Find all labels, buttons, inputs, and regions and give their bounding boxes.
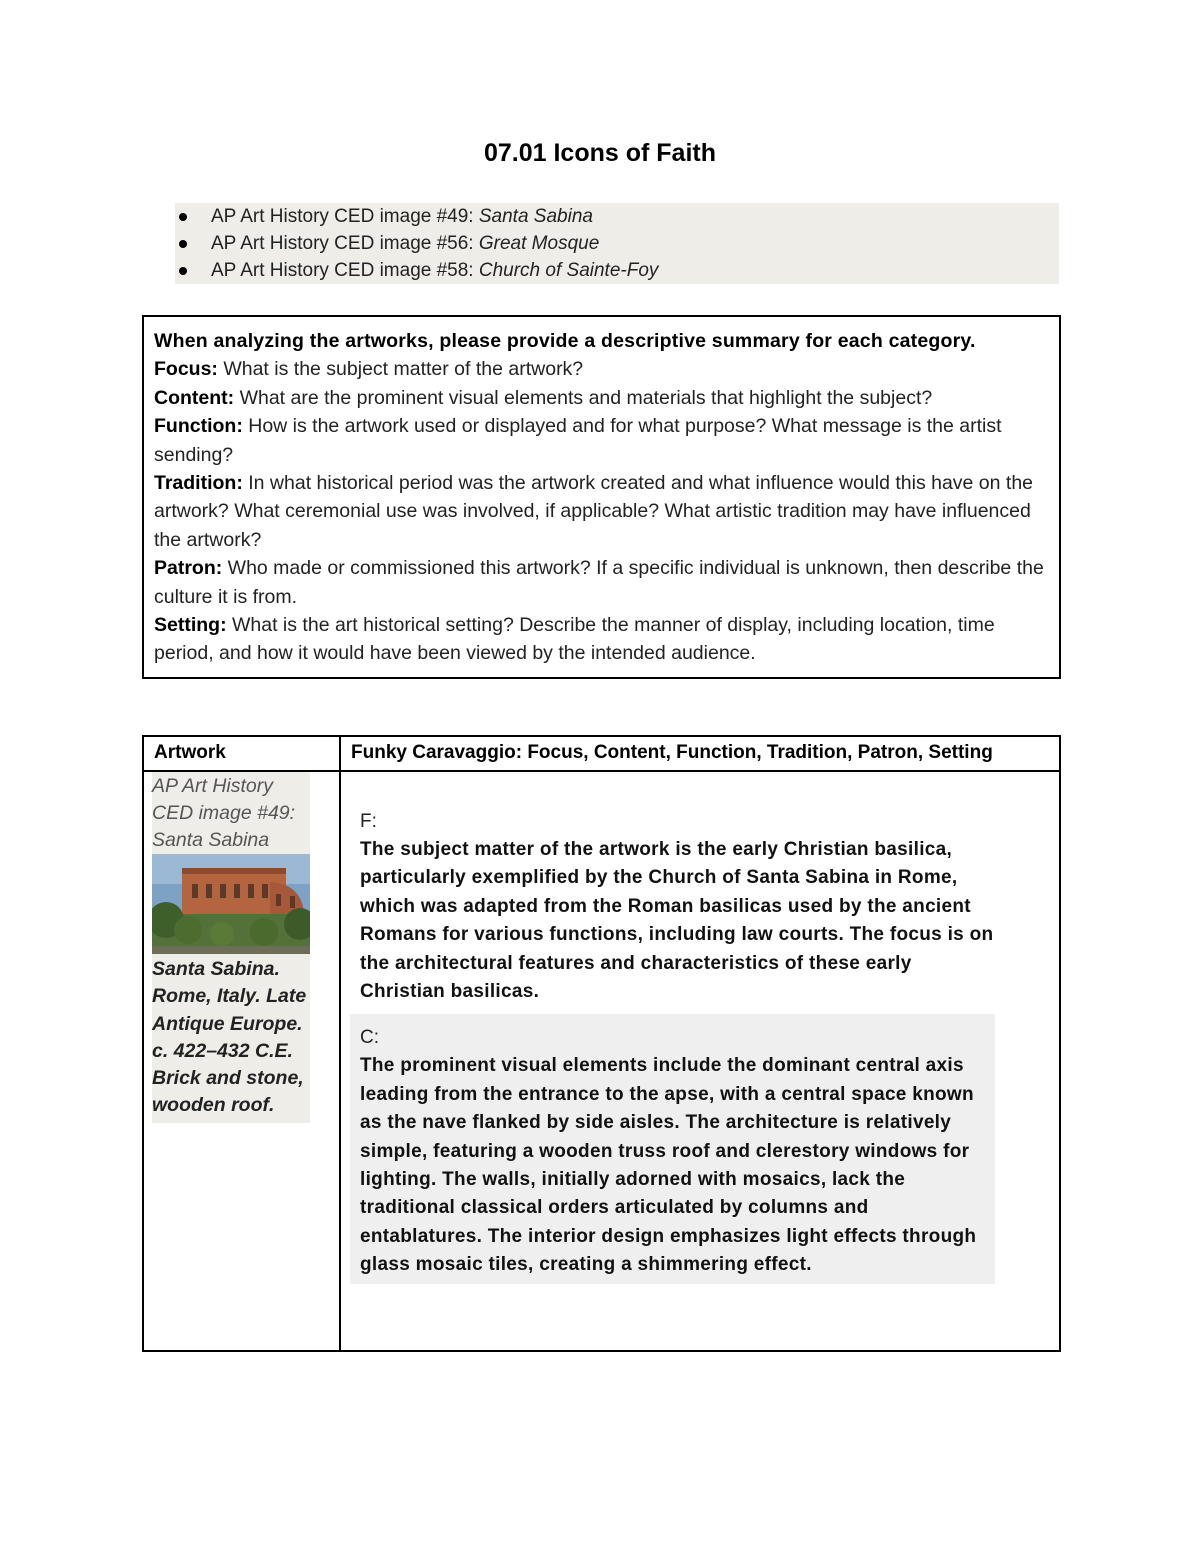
setting-text: What is the art historical setting? Describe the manner of display, including location, time period, and how it would have been viewed by the intended audience.	[154, 614, 995, 665]
setting-label: Setting:	[154, 614, 227, 637]
artwork-list	[175, 203, 1059, 284]
content-text: What are the prominent visual elements and materials that highlight the subject?	[234, 386, 933, 409]
function-label: Function:	[154, 415, 243, 438]
patron-label: Patron:	[154, 557, 223, 580]
list-item	[175, 257, 1059, 284]
tradition-instruction	[154, 469, 1049, 554]
santa-sabina-photo	[152, 854, 310, 954]
artwork-caption: Santa Sabina. Rome, Italy. Late Antique Europe. c. 422–432 C.E. Brick and stone, wooden roof.	[152, 958, 307, 1117]
list-item-prefix: AP Art History CED image #58:	[211, 260, 479, 281]
list-item	[175, 203, 1059, 230]
focus-section-text: The subject matter of the artwork is the early Christian basilica, particularly exemplified by the Church of Santa Sabina in Rome, which was adapted from the Roman basilicas used by the ancient Romans for various functions, including law courts. The focus is on the architectural features and characteristics of these early Christian basilicas.	[360, 839, 994, 1003]
setting-instruction	[154, 611, 1049, 668]
tradition-text: In what historical period was the artwork created and what influence would this have on the artwork? What ceremonial use was involved, if applicable? What artistic tradition may have influenced the artwork?	[154, 472, 1034, 551]
header-artwork: Artwork	[143, 736, 340, 771]
focus-instruction	[154, 355, 1049, 383]
tradition-label: Tradition:	[154, 472, 243, 495]
table-header-row	[143, 736, 1060, 771]
page-title: 07.01 Icons of Faith	[483, 139, 716, 167]
artwork-cell	[143, 771, 340, 1351]
focus-text: What is the subject matter of the artwork?	[217, 358, 584, 381]
artwork-heading: AP Art History CED image #49: Santa Sabina	[152, 775, 296, 851]
list-item-prefix: AP Art History CED image #49:	[211, 206, 479, 227]
list-item-name: Church of Sainte-Foy	[478, 260, 659, 281]
analysis-table	[142, 735, 1061, 1352]
bullet-icon	[179, 240, 187, 248]
analysis-cell	[340, 771, 1060, 1351]
header-analysis: Funky Caravaggio: Focus, Content, Function, Tradition, Patron, Setting	[340, 736, 1060, 771]
list-item	[175, 230, 1059, 257]
focus-section	[350, 808, 995, 1006]
bullet-icon	[179, 267, 187, 275]
artwork-panel	[152, 772, 310, 1123]
list-item-prefix: AP Art History CED image #56:	[211, 233, 479, 254]
function-instruction	[154, 412, 1049, 469]
content-section-text: The prominent visual elements include the dominant central axis leading from the entrance to the apse, with a central space known as the nave flanked by side aisles. The architecture is relatively simple, featuring a wooden truss roof and clerestory windows for lighting. The walls, initially adorned with mosaics, lack the traditional classical orders articulated by columns and entablatures. The interior design emphasizes light effects through glass mosaic tiles, creating a shimmering effect.	[360, 1055, 977, 1276]
patron-instruction	[154, 554, 1049, 611]
content-section-label: C:	[360, 1027, 379, 1049]
instructions-lead: When analyzing the artworks, please provide a descriptive summary for each category.	[154, 330, 976, 352]
bullet-icon	[179, 213, 187, 221]
list-item-name: Santa Sabina	[478, 206, 593, 227]
patron-text: Who made or commissioned this artwork? If a specific individual is unknown, then describe the culture it is from.	[154, 557, 1044, 608]
focus-label: Focus:	[154, 358, 218, 381]
instructions-box	[142, 315, 1061, 679]
content-section	[350, 1014, 995, 1283]
content-instruction	[154, 384, 1049, 412]
function-text: How is the artwork used or displayed and for what purpose? What message is the artist sending?	[154, 415, 1002, 466]
focus-section-label: F:	[360, 811, 377, 832]
list-item-name: Great Mosque	[478, 233, 600, 254]
content-label: Content:	[154, 386, 235, 409]
table-row	[143, 771, 1060, 1351]
